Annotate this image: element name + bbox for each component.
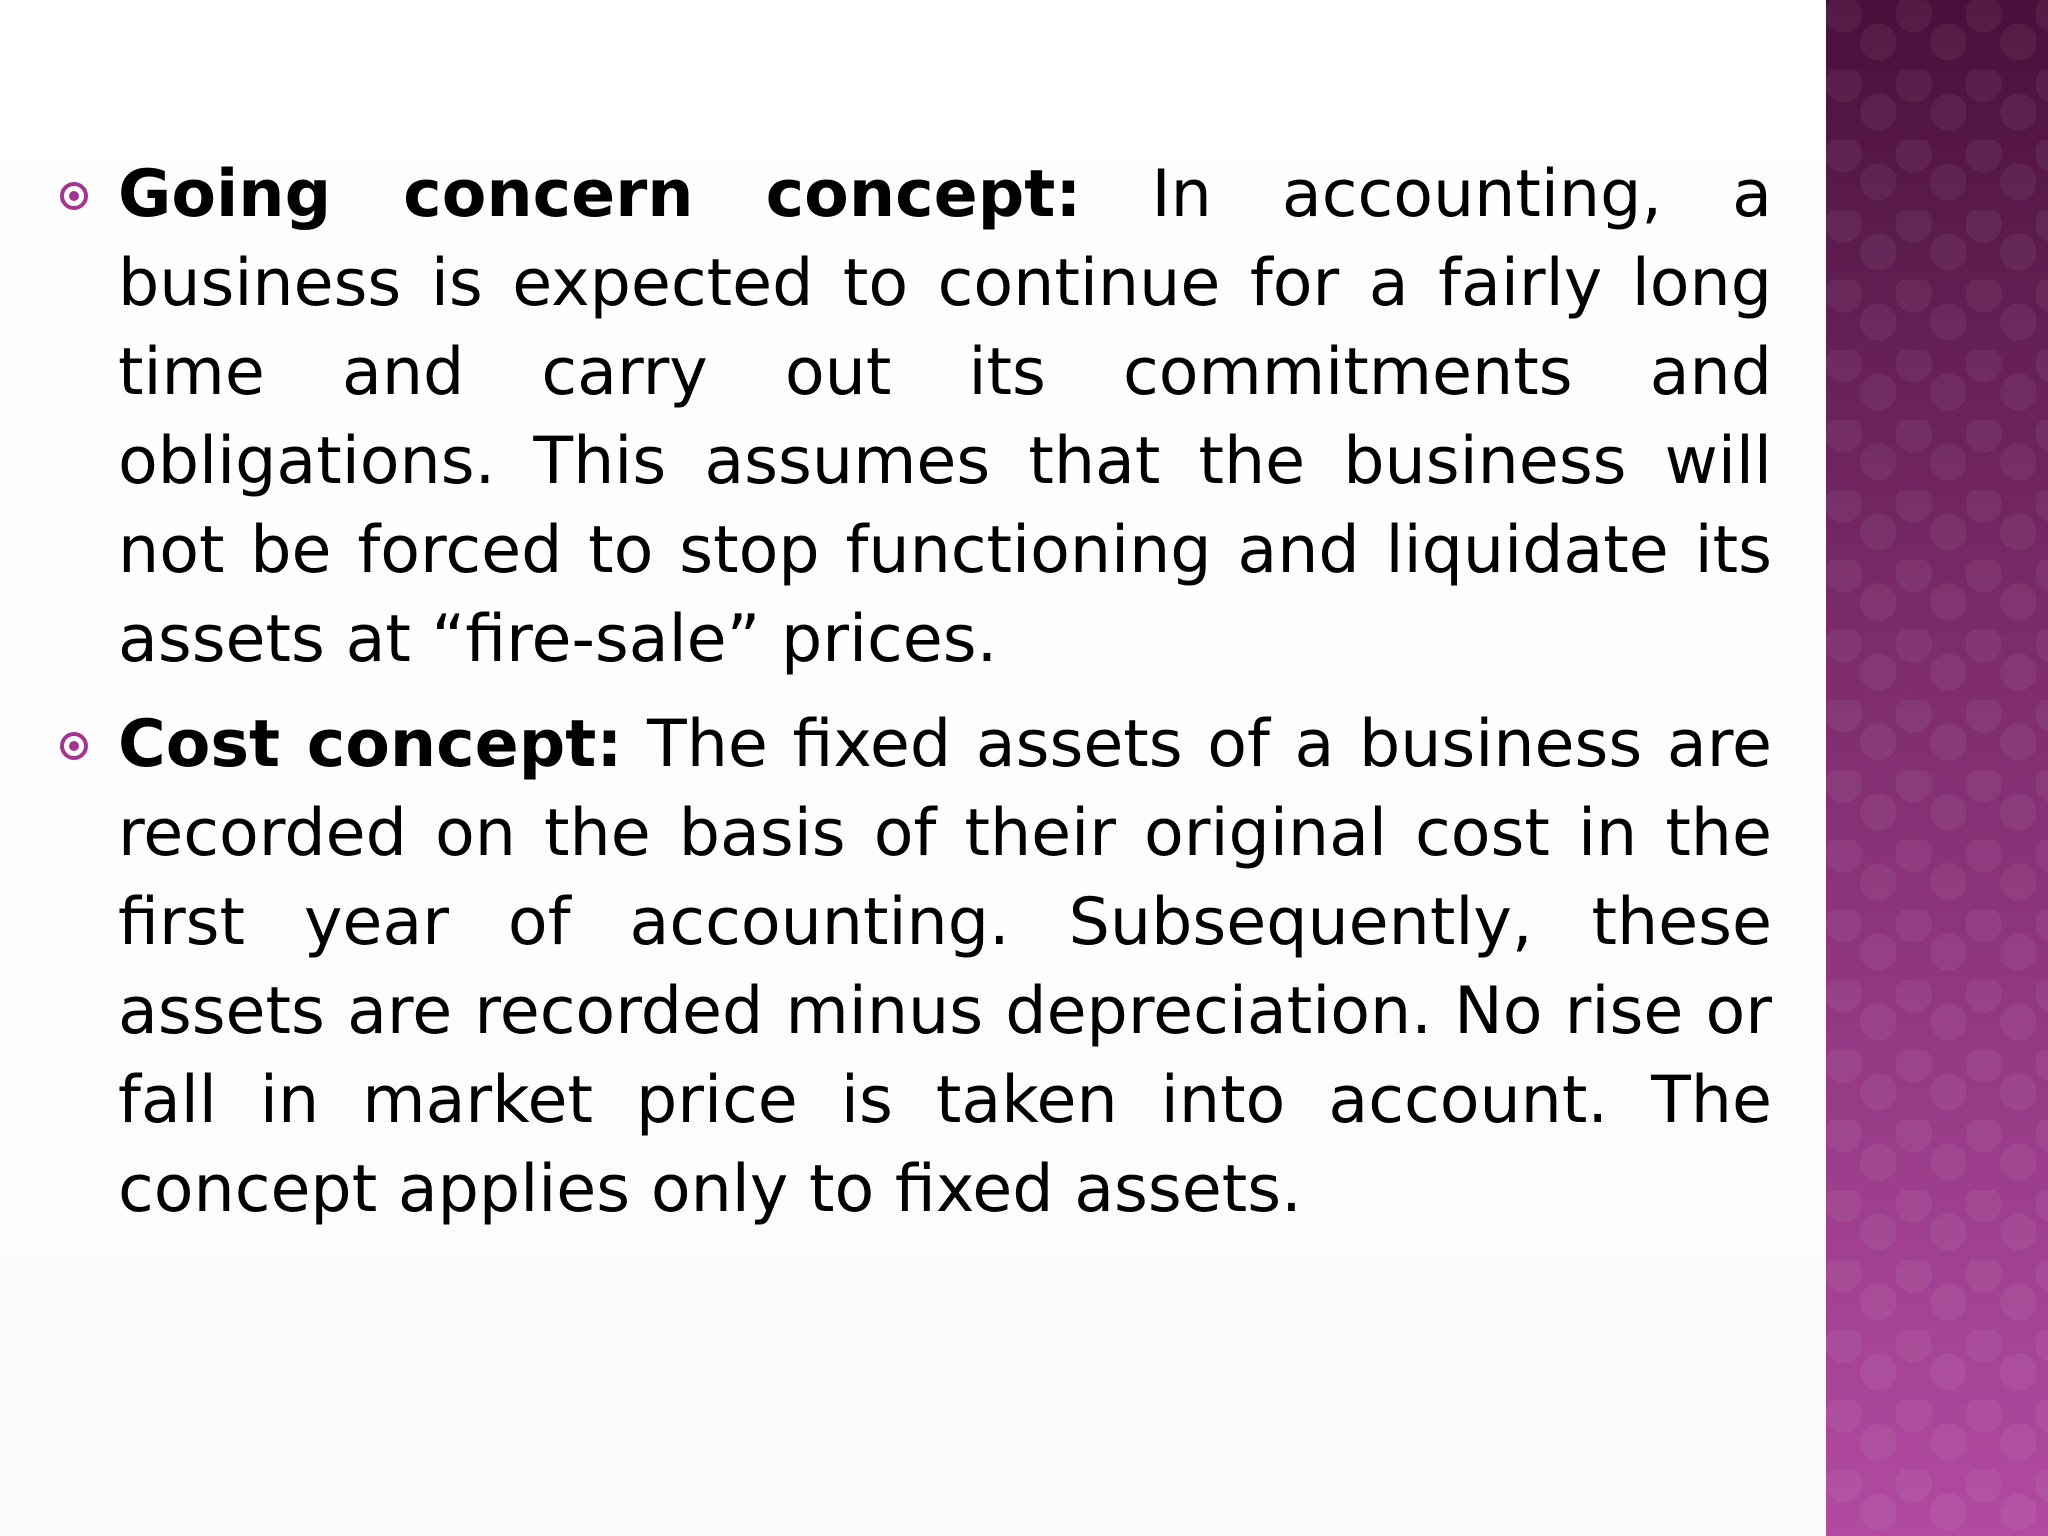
concept-description: The fixed assets of a business are recorded on the basis of their original cost in the first year of accounting. Subsequently, these assets are recorded minus depreciation. No rise or fall in market price is taken into account. The concept applies only to fixed assets. (118, 707, 1772, 1227)
list-item (56, 150, 1772, 684)
bullet-paragraph (118, 700, 1772, 1234)
decorative-side-band (1826, 0, 2048, 1536)
concept-description: In accounting, a business is expected to continue for a fairly long time and carry out its commitments and obligations. This assumes that the business will not be forced to stop functioning and liquidate its assets at “fire-sale” prices. (118, 157, 1772, 677)
list-item (56, 700, 1772, 1234)
target-bullet-icon (60, 182, 88, 210)
target-bullet-icon (60, 732, 88, 760)
concept-bullet-list (56, 150, 1772, 1250)
concept-term: Cost concept: (118, 707, 623, 782)
bullet-paragraph (118, 150, 1772, 684)
concept-term: Going concern concept: (118, 157, 1082, 232)
